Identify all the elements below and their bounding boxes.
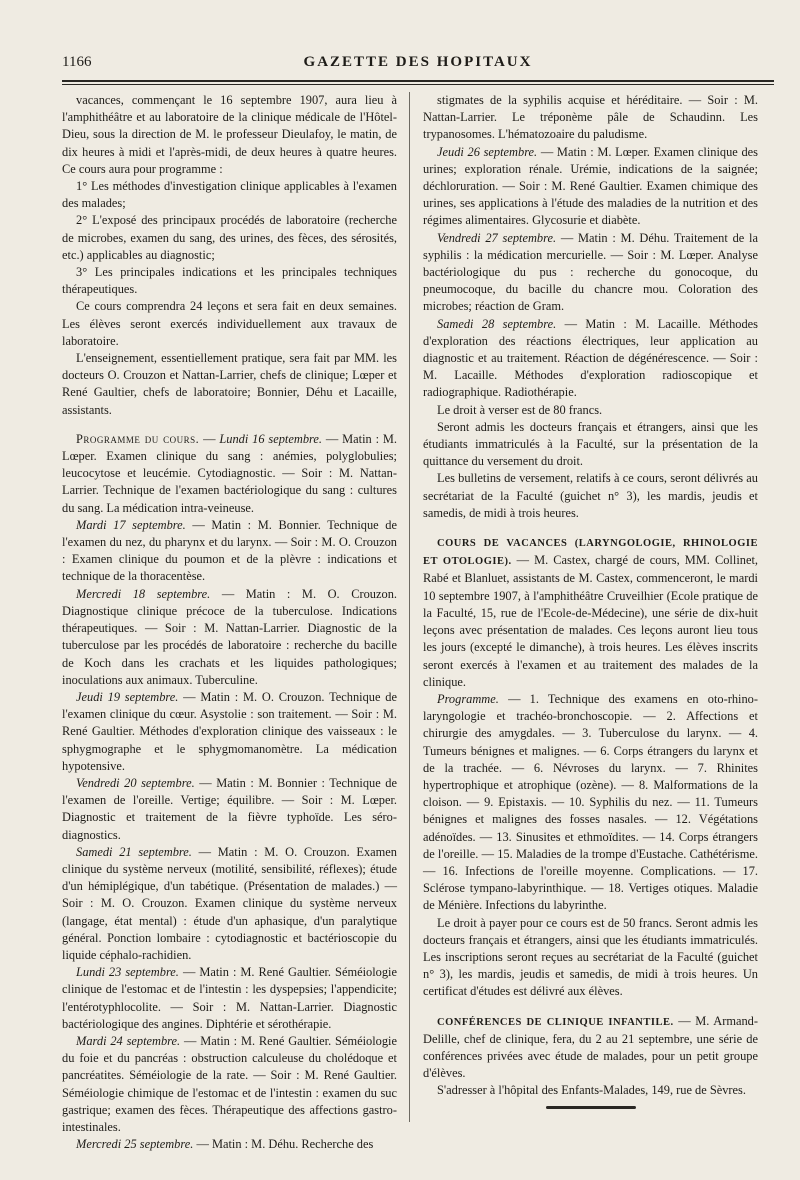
schedule-date: Jeudi 19 septembre.	[76, 689, 179, 704]
paragraph	[423, 915, 758, 1001]
paragraph	[62, 775, 397, 844]
paragraph	[62, 212, 397, 264]
section-heading: COURS DE VACANCES (LARYNGOLOGIE, RHINOLOGIE ET OTOLOGIE).	[423, 538, 758, 568]
paragraph-text: Les bulletins de versement, relatifs à ce cours, seront délivrés au secrétariat de la Faculté (guichet n° 3), les mardis, jeudis et samedis, de midi à trois heures.	[423, 471, 758, 520]
paragraph-text: 1° Les méthodes d'investigation clinique applicables à l'examen des malades;	[62, 179, 397, 211]
schedule-date: Mardi 24 septembre.	[76, 1033, 181, 1048]
schedule-date: Lundi 23 septembre.	[76, 965, 179, 980]
paragraph	[423, 691, 758, 915]
paragraph	[423, 470, 758, 522]
paragraph-text: — M. Armand-Delille, chef de clinique, fera, du 2 au 21 septembre, une série de conférences privées avec étude de malades, pour un petit groupe d'élèves.	[423, 1013, 758, 1081]
header-rule-thin	[62, 84, 774, 85]
paragraph	[423, 419, 758, 471]
paragraph-text: vacances, commençant le 16 septembre 1907, aura lieu à l'amphithéâtre et au laboratoire de la clinique médicale de l'Hôtel-Dieu, sous la direction de M. le professeur Dieulafoy, le matin, de dix heures à midi et l'après-midi, de deux heures à quatre heures. Ce cours aura pour programme :	[62, 93, 397, 176]
paragraph	[423, 144, 758, 230]
paragraph	[62, 844, 397, 964]
schedule-date: Jeudi 26 septembre.	[437, 144, 538, 159]
left-column	[62, 92, 397, 1153]
paragraph	[62, 586, 397, 689]
column-divider	[409, 92, 410, 1122]
schedule-date: Mardi 17 septembre.	[76, 517, 186, 532]
page-number: 1166	[62, 54, 92, 70]
paragraph: Programme du cours. — Lundi 16 septembre. — Matin : M. Lœper. Examen clinique du sang : anémies, polyglobulies; leucocytose et leucémie. Cytodiagnostic. — Soir : M. Nattan-Larrier. Technique de l'examen bactériologique du sang : cultures du sang. La médication intra-veineuse.	[62, 431, 397, 515]
paragraph	[423, 316, 758, 402]
paragraph-text: — Matin : M. Bonnier. Technique de l'examen du nez, du pharynx et du larynx. — Soir : M. O. Crouzon : Examen clinique du poumon et de la plèvre : indications et technique de la thoracentèse.	[62, 517, 397, 584]
paragraph	[62, 92, 397, 178]
paragraph-text: 3° Les principales indications et les principales techniques thérapeutiques.	[62, 265, 397, 297]
paragraph	[62, 689, 397, 775]
paragraph-text: — Matin : M. O. Crouzon. Technique de l'examen clinique du cœur. Asystolie : son traitement. — Soir : M. René Gaultier. Méthodes d'exploration clinique des vaisseaux : le sphygmographe et le sphygmomanomètre. La médication hypotensive.	[62, 689, 397, 773]
paragraph-text: stigmates de la syphilis acquise et héréditaire. — Soir : M. Nattan-Larrier. Le tréponème pâle de Schaudinn. Les trypanosomes. L'hématozoaire du paludisme.	[423, 93, 758, 142]
schedule-date: Vendredi 20 septembre.	[76, 775, 195, 790]
section-heading: CONFÉRENCES DE CLINIQUE INFANTILE.	[437, 1016, 674, 1028]
paragraph-text: — Matin : M. Déhu. Traitement de la syphilis : la médication mercurielle. — Soir : M. Lœper. Analyse bactériologique du pus : recherche du gonocoque, du pneumocoque, du bacille du chancre mou. Coloration des microbes; réaction de Gram.	[423, 230, 758, 314]
paragraph-text: — Matin : M. Déhu. Recherche des	[196, 1137, 374, 1152]
paragraph-text: Seront admis les docteurs français et étrangers, ainsi que les étudiants immatriculés à la Faculté, sur la présentation de la quittance du versement du droit.	[423, 419, 758, 469]
paragraph-text: — Matin : M. Lœper. Examen clinique des urines; exploration rénale. Urémie, indications de la saignée; déchloruration. — Soir : M. René Gaultier. Examen chimique des urines, ses applications à l'étude des maladies de la nutrition et des régimes alimentaires. Glycosurie et diabète.	[423, 144, 758, 228]
header-rule	[62, 80, 774, 82]
paragraph	[423, 1013, 758, 1083]
paragraph	[423, 92, 758, 144]
paragraph	[62, 517, 397, 586]
paragraph	[62, 964, 397, 1033]
schedule-date: Mercredi 18 septembre.	[76, 586, 211, 601]
schedule-date: Mercredi 25 septembre.	[76, 1137, 194, 1152]
paragraph-text: L'enseignement, essentiellement pratique, sera fait par MM. les docteurs O. Crouzon et Nattan-Larrier, chefs de clinique; Lœper et René Gaultier, chefs de laboratoire; Bonnier, Déhu et Lacaille, assistants.	[62, 351, 397, 417]
paragraph-text: Le droit à verser est de 80 francs.	[437, 402, 603, 417]
paragraph	[62, 1033, 397, 1136]
section-label: Programme du cours.	[76, 431, 200, 446]
paragraph	[423, 402, 758, 419]
paragraph-text: Le droit à payer pour ce cours est de 50 francs. Seront admis les docteurs français et étrangers, ainsi que les étudiants immatriculés. Les inscriptions seront reçues au secrétariat de la Faculté (guichet n° 3), les mardis, jeudis et samedis, de midi à trois heures. Un certificat d'études est délivré aux élèves.	[423, 915, 758, 999]
paragraph-text: — 1. Technique des examens en oto-rhino-laryngologie et trachéo-bronchoscopie. — 2. Affections et chirurgie des amygdales. — 3. Tuberculose du larynx. — 4. Tumeurs bénignes et malignes. — 6. Corps étrangers du larynx et de la trachée. — 6. Névroses du larynx. — 7. Rhinites hypertrophique et atrophique (ozène). — 8. Malformations de la cloison. — 9. Epistaxis. — 10. Syphilis du nez. — 11. Tumeurs bénignes et malignes des fosses nasales. — 12. Végétations adénoïdes. — 13. Sinusites et ethmoïdites. — 14. Corps étrangers de l'oreille. — 15. Maladies de la trompe d'Eustache. Cathétérisme. — 16. Infections de l'oreille moyenne. Complications. — 17. Sclérose tympano-labyrinthique. — 18. Vertiges otiques. Maladie de Ménière. Infections du labyrinthe.	[423, 691, 758, 913]
paragraph-text: 2° L'exposé des principaux procédés de laboratoire (recherche de microbes, examen du sang, des urines, des fèces, des sérosités, etc.) applicables au diagnostic;	[62, 213, 397, 262]
journal-title: GAZETTE DES HOPITAUX	[303, 54, 533, 70]
paragraph	[62, 1136, 397, 1153]
paragraph	[423, 534, 758, 691]
paragraph	[423, 230, 758, 316]
paragraph-text: Ce cours comprendra 24 leçons et sera fait en deux semaines. Les élèves seront exercés individuellement aux travaux de laboratoire.	[62, 299, 397, 348]
paragraph-text: — Matin : M. René Gaultier. Séméiologie clinique de l'estomac et de l'intestin : les dyspepsies; l'appendicite; l'entérotyphlocolite. — Soir : M. Nattan-Larrier. Diagnostic bactériologique des angines. Diphtérie et sérothérapie.	[62, 965, 397, 1031]
schedule-date: Samedi 21 septembre.	[76, 844, 192, 859]
paragraph-text: — Matin : M. Bonnier : Technique de l'examen de l'oreille. Vertige; équilibre. — Soir : M. Lœper. Diagnostic et traitement de la fièvre typhoïde. Les séro-diagnostics.	[62, 775, 397, 842]
schedule-date: Programme.	[437, 691, 499, 706]
paragraph	[62, 298, 397, 350]
paragraph	[62, 350, 397, 419]
paragraph	[62, 264, 397, 298]
end-ornament	[546, 1106, 636, 1109]
paragraph-text: — M. Castex, chargé de cours, MM. Collinet, Rabé et Blanluet, assistants de M. Castex, commenceront, le mardi 10 septembre 1907, à l'amphithéâtre Cruveilhier (Ecole pratique de la Faculté, 15, rue de l'Ecole-de-Médecine), une série de dix-huit leçons avec présentation de malades. Ces leçons auront lieu tous les jours (excepté le dimanche), à trois heures. Les élèves inscrits seront exercés à l'examen et au traitement des malades de la clinique.	[423, 553, 758, 689]
page-header	[62, 54, 774, 76]
paragraph-text: — Matin : M. O. Crouzon. Examen clinique du système nerveux (motilité, sensibilité, réflexes); étude d'un hémiplégique, d'un tabétique. (Présentation de malades.) — Soir : M. O. Crouzon. Examen clinique du système nerveux (langage, état mental) : étude d'un aphasique, d'un paralytique général. Ponction lombaire : cytodiagnostic et bactérioscopie du liquide céphalo-rachidien.	[62, 844, 397, 962]
paragraph	[62, 178, 397, 212]
paragraph-text: S'adresser à l'hôpital des Enfants-Malades, 149, rue de Sèvres.	[437, 1083, 746, 1098]
schedule-date: Samedi 28 septembre.	[437, 316, 557, 331]
paragraph-text: — Matin : M. Lœper. Examen clinique du sang : anémies, polyglobulies; leucocytose et leucémie. Cytodiagnostic. — Soir : M. Nattan-Larrier. Technique de l'examen bactériologique du sang : cultures du sang. La médication intra-veineuse.	[62, 431, 397, 515]
schedule-date: Lundi 16 septembre.	[219, 431, 322, 446]
schedule-date: Vendredi 27 septembre.	[437, 230, 557, 245]
paragraph	[423, 1082, 758, 1099]
right-column	[423, 92, 758, 1109]
paragraph-text: — Matin : M. Lacaille. Méthodes d'exploration des réactions électriques, leur application au diagnostic et au traitement. Réaction de dégénérescence. — Soir : M. Lacaille. Méthodes d'exploration radioscopique et radiographique. Radiothérapie.	[423, 316, 758, 400]
paragraph-text: — Matin : M. René Gaultier. Séméiologie du foie et du pancréas : obstruction calculeuse du cholédoque et pancréatites. Séméiologie de la rate. — Soir : M. René Gaultier. Séméiologie chimique de l'estomac et de l'intestin : examen du suc gastrique; examen des fèces. Thérapeutique des affections gastro-intestinales.	[62, 1033, 397, 1134]
paragraph-text: — Matin : M. O. Crouzon. Diagnostique clinique précoce de la tuberculose. Indications thérapeutiques. — Soir : M. Nattan-Larrier. Diagnostic de la tuberculose par les procédés de laboratoire : recherche du bacille de Koch dans les crachats et les liquides pathologiques; inoculations aux animaux. Tuberculine.	[62, 586, 397, 687]
